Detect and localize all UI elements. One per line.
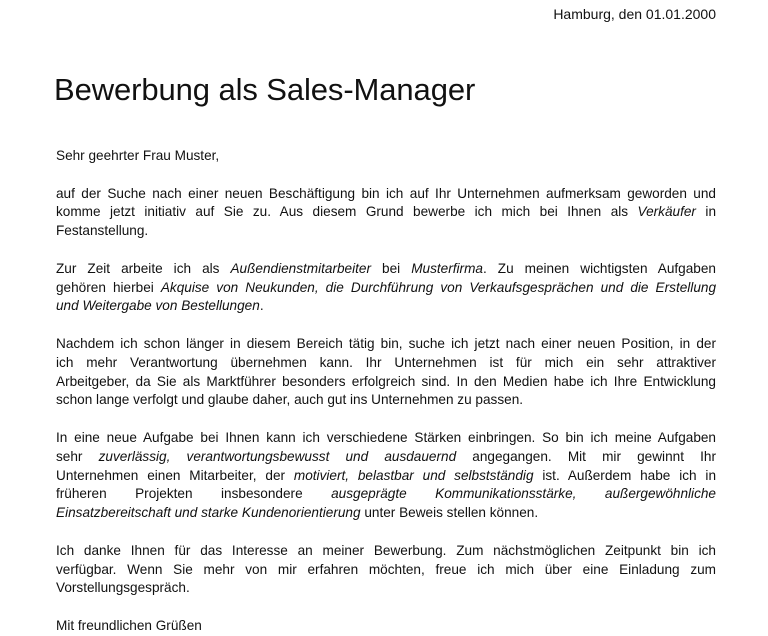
paragraph-line	[56, 579, 716, 598]
text-segment: Vorstellungsgespräch.	[56, 580, 190, 596]
paragraph-line	[56, 185, 716, 204]
paragraph-line	[56, 391, 716, 410]
emphasized-text: Akquise von Neukunden, die Durchführung von Verkaufsgesprächen und die Erstellung	[160, 279, 717, 295]
text-segment: in	[695, 204, 716, 220]
text-segment: Festanstellung.	[56, 223, 149, 239]
text-segment: sehr	[56, 448, 99, 464]
text-segment: angegangen. Mit mir gewinnt Ihr	[456, 448, 716, 464]
text-segment: Ich danke Ihnen für das Interesse an meiner Bewerbung. Zum nächstmöglichen Zeitpunkt bin ich	[56, 542, 716, 558]
text-segment: ist. Außerdem habe ich in	[533, 467, 717, 483]
paragraph-line	[56, 297, 716, 316]
salutation: Sehr geehrter Frau Muster,	[56, 148, 220, 163]
emphasized-text: Musterfirma	[411, 260, 483, 276]
letter-paragraph	[56, 260, 716, 316]
text-segment: In eine neue Aufgabe bei Ihnen kann ich verschiedene Stärken einbringen. So bin ich meine Aufgaben	[56, 429, 716, 445]
text-segment: früheren Projekten insbesondere	[56, 486, 332, 502]
text-segment: Unternehmen einen Mitarbeiter, der	[56, 467, 294, 483]
text-segment: schon lange verfolgt und glaube daher, auch gut ins Unternehmen zu passen.	[56, 392, 524, 408]
paragraph-line	[56, 542, 716, 561]
emphasized-text: und Weitergabe von Bestellungen	[56, 298, 260, 314]
text-segment: unter Beweis stellen können.	[360, 505, 539, 521]
text-segment: komme jetzt initiativ auf Sie zu. Aus diesem Grund bewerbe ich mich bei Ihnen als	[56, 204, 638, 220]
text-segment: Zur Zeit arbeite ich als	[56, 260, 231, 276]
closing-greeting: Mit freundlichen Grüßen	[56, 617, 202, 633]
text-segment: .	[259, 298, 264, 314]
text-segment: verfügbar. Wenn Sie mehr von mir erfahren möchten, freue ich mich über eine Einladung zum	[56, 561, 716, 577]
emphasized-text: Einsatzbereitschaft und starke Kundenorientierung	[56, 505, 361, 521]
letter-date: Hamburg, den 01.01.2000	[553, 6, 716, 22]
paragraph-line	[56, 504, 716, 523]
paragraph-line	[56, 279, 716, 298]
paragraph-line	[56, 354, 716, 373]
text-segment: . Zu meinen wichtigsten Aufgaben	[482, 260, 716, 276]
text-segment: auf der Suche nach einer neuen Beschäftigung bin ich auf Ihr Unternehmen aufmerksam geworden und	[56, 185, 716, 201]
emphasized-text: zuverlässig, verantwortungsbewusst und ausdauernd	[98, 448, 457, 464]
paragraph-line	[56, 448, 716, 467]
paragraph-line	[56, 373, 716, 392]
letter-body	[56, 147, 716, 636]
paragraph-line	[56, 222, 716, 241]
paragraph-line	[56, 335, 716, 354]
paragraph-line	[56, 429, 716, 448]
emphasized-text: Verkäufer	[637, 204, 696, 220]
text-segment: gehören hierbei	[56, 279, 161, 295]
paragraph-line	[56, 485, 716, 504]
letter-paragraph	[56, 335, 716, 410]
text-segment: Nachdem ich schon länger in diesem Bereich tätig bin, suche ich jetzt nach einer neuen Position, in der	[56, 335, 716, 351]
text-segment: ich mehr Verantwortung übernehmen kann. Ihr Unternehmen ist für mich ein sehr attraktiver	[56, 354, 716, 370]
text-segment: bei	[371, 260, 412, 276]
paragraph-line	[56, 467, 716, 486]
emphasized-text: Außendienstmitarbeiter	[230, 260, 372, 276]
paragraph-line	[56, 260, 716, 279]
letter-paragraph	[56, 185, 716, 241]
paragraph-line	[56, 203, 716, 222]
letter-paragraph	[56, 429, 716, 523]
paragraph-line	[56, 561, 716, 580]
emphasized-text: ausgeprägte Kommunikationsstärke, außergewöhnliche	[331, 486, 716, 502]
letter-paragraphs	[56, 185, 716, 599]
letter-paragraph	[56, 542, 716, 598]
text-segment: Arbeitgeber, da Sie als Marktführer besonders erfolgreich sind. In den Medien habe ich Ihre Entwicklung	[56, 373, 716, 389]
emphasized-text: motiviert, belastbar und selbstständig	[293, 467, 534, 483]
letter-title: Bewerbung als Sales-Manager	[54, 72, 476, 107]
